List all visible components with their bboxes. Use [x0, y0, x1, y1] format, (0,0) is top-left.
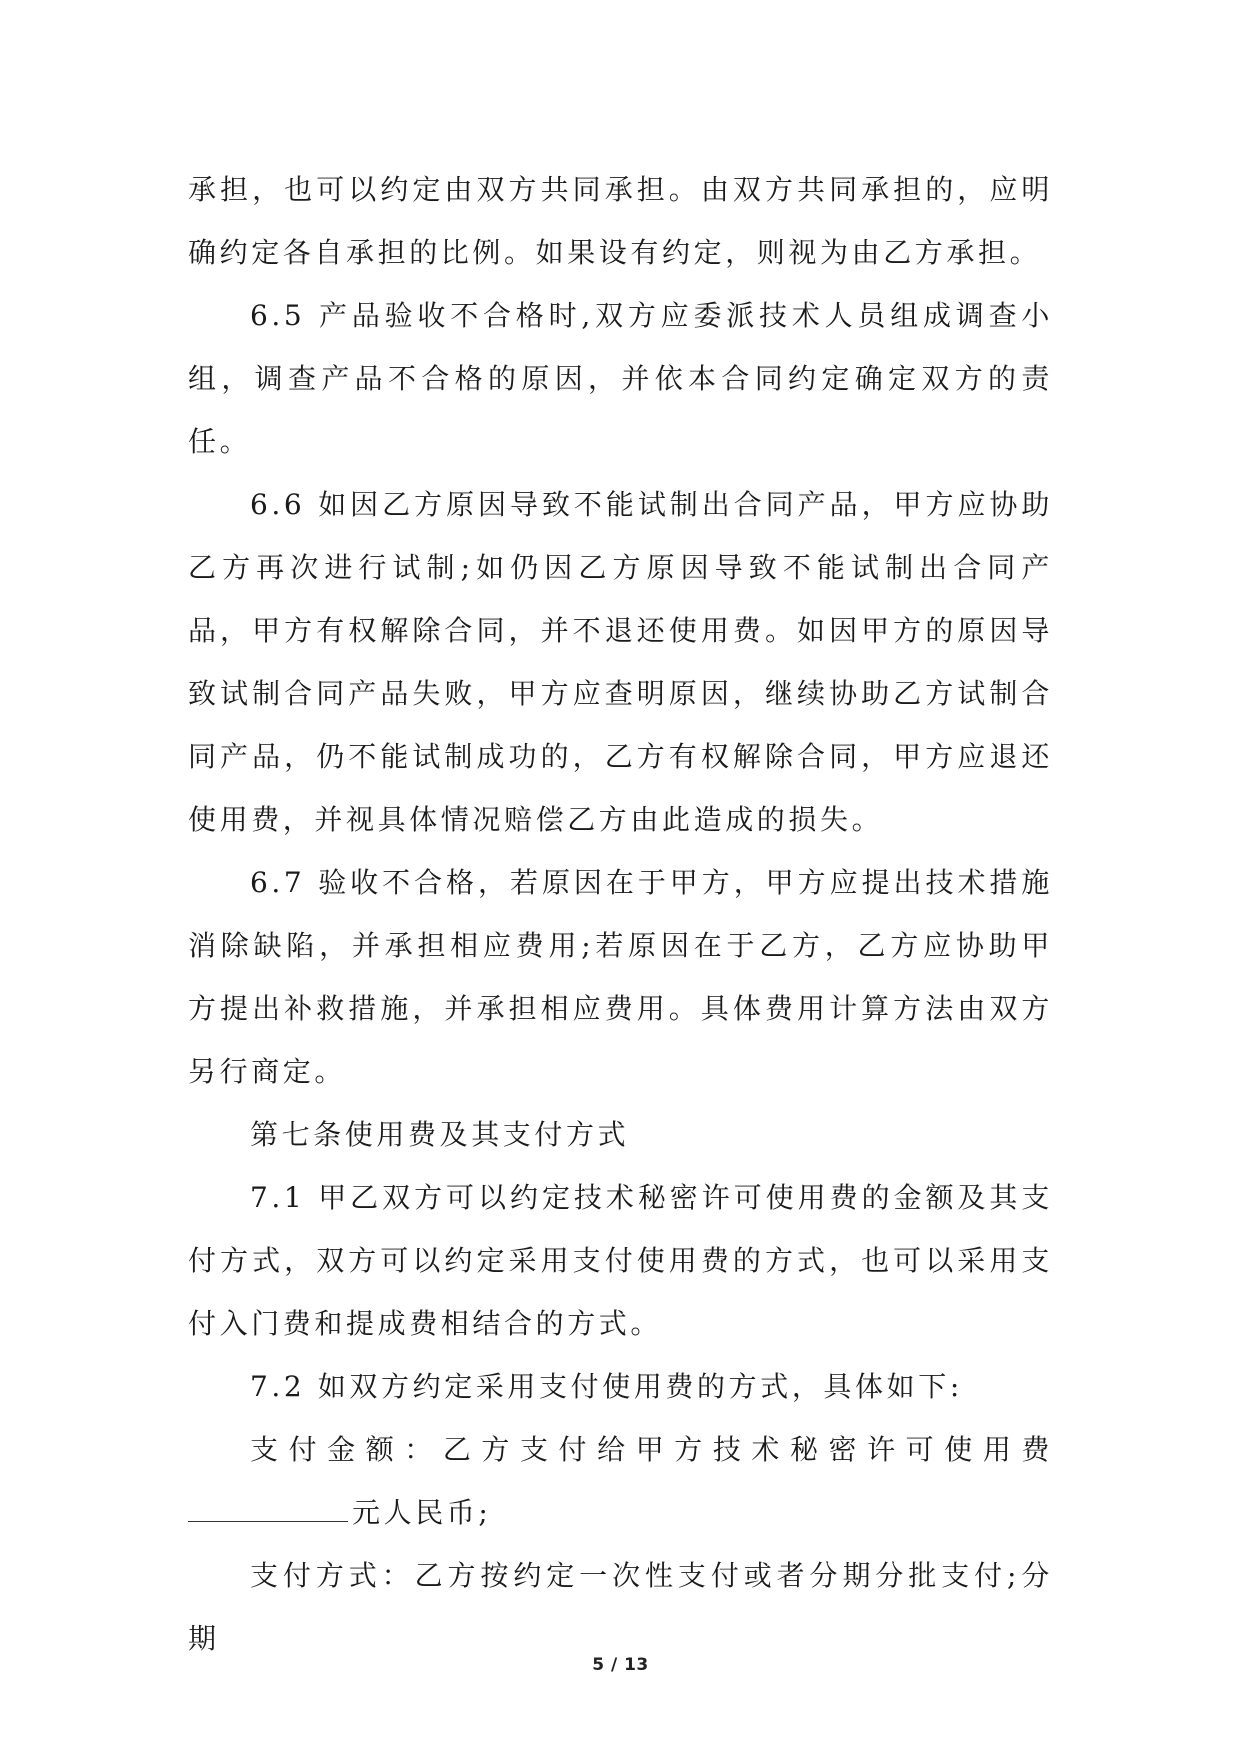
document-body: [188, 158, 1053, 1670]
amount-unit-text: 元人民币;: [352, 1496, 492, 1529]
page-number: 5 / 13: [592, 1655, 649, 1675]
paragraph-clause-6-6: 6.6 如因乙方原因导致不能试制出合同产品，甲方应协助乙方再次进行试制;如仍因乙方原因导致不能试制出合同产品，甲方有权解除合同，并不退还使用费。如因甲方的原因导致试制合同产品失败，甲方应查明原因，继续协助乙方试制合同产品，仍不能试制成功的，乙方有权解除合同，甲方应退还使用费，并视具体情况赔偿乙方由此造成的损失。: [188, 488, 1053, 836]
paragraph-payment-method: 支付方式：乙方按约定一次性支付或者分期分批支付;分期: [188, 1559, 1053, 1655]
paragraph-clause-6-5: 6.5 产品验收不合格时,双方应委派技术人员组成调查小组，调查产品不合格的原因，并依本合同约定确定双方的责任。: [188, 299, 1053, 458]
section-heading-article-7: 第七条使用费及其支付方式: [250, 1118, 630, 1151]
paragraph-payment-amount: 支付金额：乙方支付给甲方技术秘密许可使用费: [250, 1433, 1053, 1466]
paragraph-liability-continuation: 承担，也可以约定由双方共同承担。由双方共同承担的，应明确约定各自承担的比例。如果设有约定，则视为由乙方承担。: [188, 173, 1053, 269]
paragraph-clause-7-2: 7.2 如双方约定采用支付使用费的方式，具体如下:: [250, 1370, 963, 1403]
amount-blank-field: [188, 1493, 348, 1522]
paragraph-payment-amount-unit: [188, 1481, 1053, 1544]
paragraph-clause-6-7: 6.7 验收不合格，若原因在于甲方，甲方应提出技术措施消除缺陷，并承担相应费用;若原因在于乙方，乙方应协助甲方提出补救措施，并承担相应费用。具体费用计算方法由双方另行商定。: [188, 866, 1053, 1088]
paragraph-clause-7-1: 7.1 甲乙双方可以约定技术秘密许可使用费的金额及其支付方式，双方可以约定采用支付使用费的方式，也可以采用支付入门费和提成费相结合的方式。: [188, 1181, 1053, 1340]
